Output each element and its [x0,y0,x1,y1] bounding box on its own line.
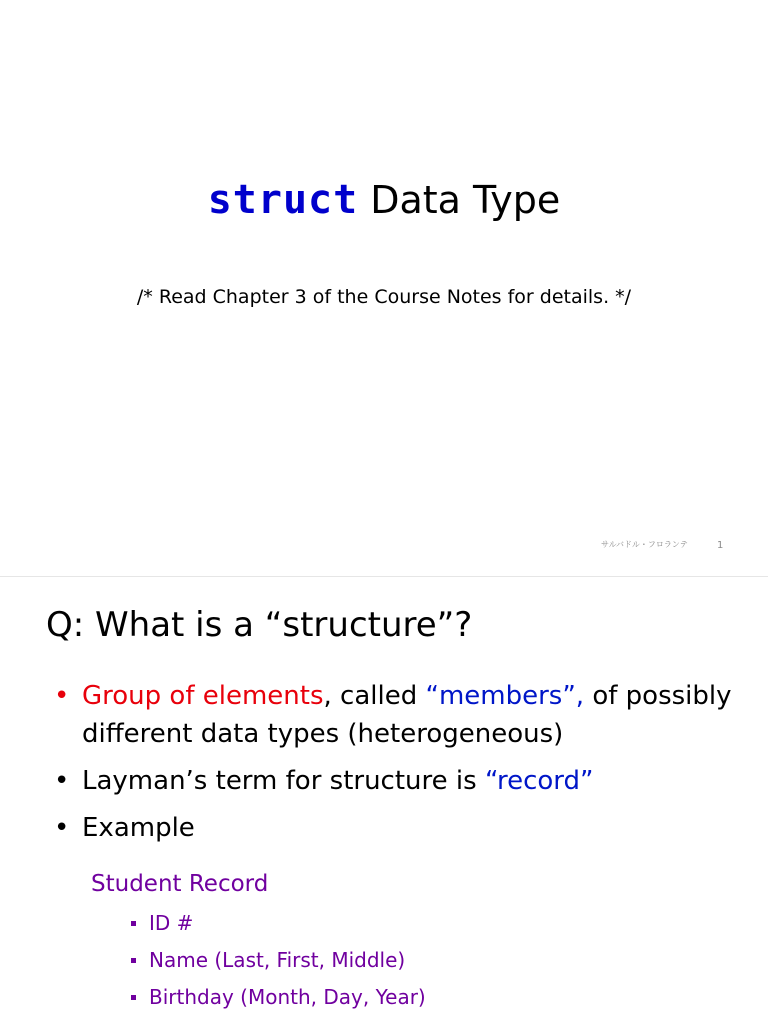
slide-title [0,172,768,236]
footer-author: サルバドル・フロランテ [601,540,688,549]
bullet-3-text: Example [82,813,195,843]
example-item-text: Birthday (Month, Day, Year) [149,985,426,1009]
bullet-dot: • [54,766,70,796]
term-record: “record” [484,766,594,796]
title-text: Data Type [370,178,561,222]
example-item [128,947,426,973]
title-keyword: struct [207,177,359,223]
example-item-text: ID # [149,911,194,935]
term-members: “members”, [425,681,585,711]
example-item [128,984,426,1010]
slide-number: 1 [717,540,724,551]
bullet-1-rest: of possibly different data types (heterogeneous) [82,681,732,749]
square-bullet-icon [131,921,136,926]
bullet-item-3 [50,809,750,847]
bullet-dot: • [54,681,70,711]
bullet-item-2 [50,762,750,800]
slide-2 [0,577,768,1024]
square-bullet-icon [131,958,136,963]
bullet-dot: • [54,813,70,843]
bullet-1-mid: , called [323,681,426,711]
example-item [128,910,426,936]
slide-2-title: Q: What is a “structure”? [46,605,473,645]
term-group-of-elements: Group of elements [82,681,324,711]
square-bullet-icon [131,995,136,1000]
example-item-text: Name (Last, First, Middle) [149,948,406,972]
slide-subtitle: /* Read Chapter 3 of the Course Notes for details. */ [136,286,632,308]
example-heading: Student Record [91,871,269,897]
bullet-item-1 [50,677,750,753]
bullet-2-text: Layman’s term for structure is [82,766,485,796]
bullet-list [50,677,750,856]
example-list [128,910,426,1021]
